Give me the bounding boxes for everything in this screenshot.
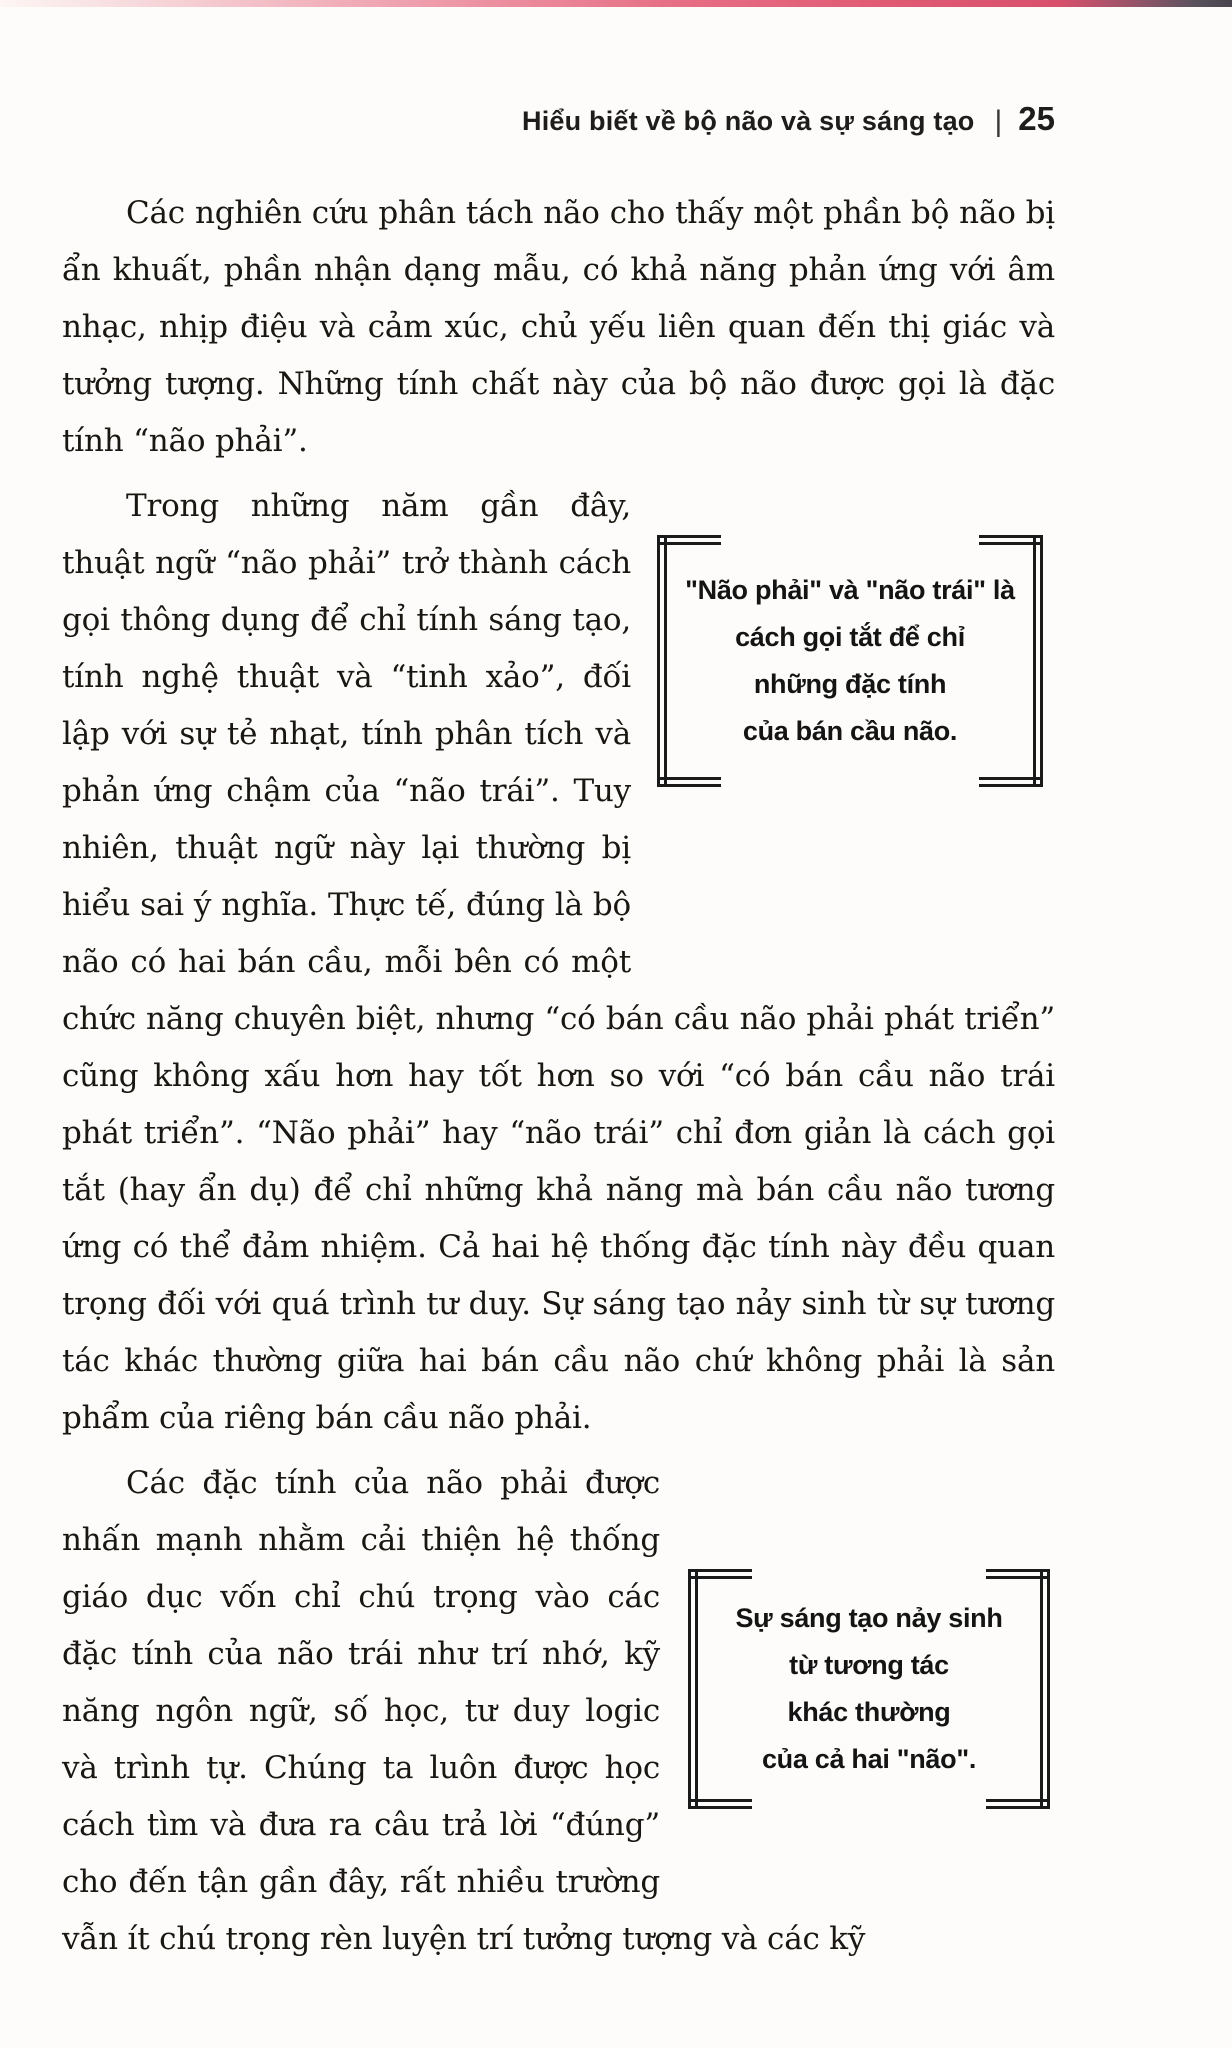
bracket-right-vertical xyxy=(1040,1569,1050,1809)
bracket-left-vertical xyxy=(657,535,667,787)
callout-text xyxy=(681,535,1019,787)
bracket-right-vertical xyxy=(1033,535,1043,787)
paragraph-text: Các đặc tính của não phải được nhấn mạnh nhằm cải thiện hệ thống giáo dục vốn chỉ chú trọng vào các đặc tính của não trái như trí nhớ, kỹ năng ngôn ngữ, số học, tư duy logic và trình tự. Chúng ta luôn được học cách tìm và đưa ra câu trả lời “đúng” cho đến tận gần đây, rất nhiều trường vẫn ít chú trọng rèn luyện trí tưởng tượng và các kỹ xyxy=(62,1465,866,1957)
bracket-left-vertical xyxy=(688,1569,698,1809)
callout-box-hemisphere-shorthand xyxy=(657,535,1043,787)
callout-box-creativity-interaction xyxy=(688,1569,1050,1809)
page-number: 25 xyxy=(1018,100,1055,137)
paragraph-split-brain-studies: Các nghiên cứu phân tách não cho thấy một phần bộ não bị ẩn khuất, phần nhận dạng mẫu, có khả năng phản ứng với âm nhạc, nhịp điệu và cảm xúc, chủ yếu liên quan đến thị giác và tưởng tượng. Những tính chất này của bộ não được gọi là đặc tính “não phải”. xyxy=(62,195,1055,459)
top-edge-red-bar xyxy=(0,0,1232,7)
callout-line: Sự sáng tạo nảy sinh xyxy=(735,1603,1003,1633)
callout-line: từ tương tác xyxy=(789,1650,949,1680)
callout-line: của bán cầu não. xyxy=(742,716,958,746)
callout-line: của cả hai "não". xyxy=(761,1744,977,1774)
paragraph-education-left-brain xyxy=(62,1455,1055,1968)
paragraph-right-brain-term xyxy=(62,478,1055,1447)
header-divider: | xyxy=(994,105,1003,138)
page-body xyxy=(62,185,1055,1968)
running-header xyxy=(62,0,1055,139)
callout-line: cách gọi tắt để chỉ xyxy=(735,622,965,652)
running-title: Hiểu biết về bộ não và sự sáng tạo xyxy=(522,106,975,136)
callout-line: những đặc tính xyxy=(753,669,947,699)
callout-text xyxy=(712,1569,1026,1809)
callout-line: "Não phải" và "não trái" là xyxy=(685,575,1015,605)
callout-line: khác thường xyxy=(787,1697,951,1727)
paragraph-text: Trong những năm gần đây, thuật ngữ “não phải” trở thành cách gọi thông dụng để chỉ tính sáng tạo, tính nghệ thuật và “tinh xảo”, đối lập với sự tẻ nhạt, tính phân tích và phản ứng chậm của “não trái”. Tuy nhiên, thuật ngữ này lại thường bị hiểu sai ý nghĩa. Thực tế, đúng là bộ não có hai bán cầu, mỗi bên có một chức năng chuyên biệt, nhưng “có bán cầu não phải phát triển” cũng không xấu hơn hay tốt hơn so với “có bán cầu não trái phát triển”. “Não phải” hay “não trái” chỉ đơn giản là cách gọi tắt (hay ẩn dụ) để chỉ những khả năng mà bán cầu não tương ứng có thể đảm nhiệm. Cả hai hệ thống đặc tính này đều quan trọng đối với quá trình tư duy. Sự sáng tạo nảy sinh từ sự tương tác khác thường giữa hai bán cầu não chứ không phải là sản phẩm của riêng bán cầu não phải. xyxy=(62,488,1055,1436)
